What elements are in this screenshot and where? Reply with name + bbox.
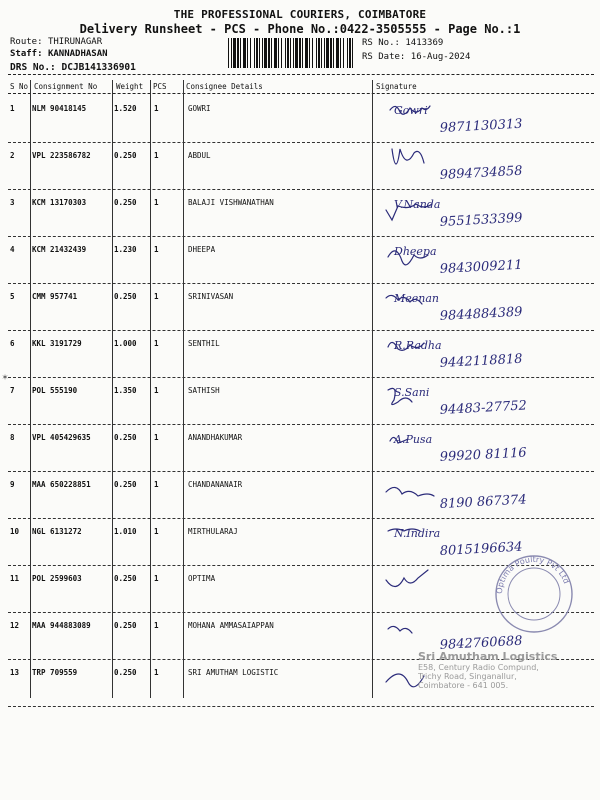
row-weight: 0.250 [114,480,137,489]
signature-phone: 9844884389 [439,304,523,324]
signature-phone: 9442118818 [439,351,523,371]
row-pcs: 1 [154,198,159,207]
row-consignee: MIRTHULARAJ [188,527,238,536]
optima-stamp-text: Optima Poultry Pvt Ltd [494,554,572,595]
table-row [8,190,594,237]
row-consignee: SENTHIL [188,339,220,348]
signature-name: S.Sani [394,386,430,399]
signature-name: R.Radha [394,339,442,352]
signature-name: Gowri [394,104,428,117]
row-consignee: ABDUL [188,151,211,160]
row-consignee: CHANDANANAIR [188,480,243,489]
row-pcs: 1 [154,668,159,677]
row-weight: 0.250 [114,621,137,630]
amutham-stamp-line1: E58, Century Radio Compund, [418,663,539,672]
signature-phone: 9894734858 [439,163,523,183]
rs-date-line [362,52,470,62]
column-divider [8,93,594,94]
runsheet-title: Delivery Runsheet - PCS - Phone No.:0422-3505555 - Page No.:1 [79,22,521,36]
signature-stroke [386,570,428,587]
row-weight: 1.230 [114,245,137,254]
row-consignee: OPTIMA [188,574,216,583]
row-pcs: 1 [154,339,159,348]
row-weight: 0.250 [114,151,137,160]
row-pcs: 1 [154,433,159,442]
table-row [8,143,594,190]
signature [380,286,590,328]
row-pcs: 1 [154,104,159,113]
signature-phone: 8190 867374 [439,492,527,512]
signature-stroke [392,149,424,164]
signature [380,145,590,187]
route-value: THIRUNAGAR [47,37,103,47]
row-consignment-no: CMM 957741 [32,292,78,301]
signature-name: N.Indira [394,527,441,540]
table-row [8,284,594,331]
row-consignment-no: MAA 650228851 [32,480,91,489]
row-pcs: 1 [154,386,159,395]
amutham-stamp-line3: Coimbatore - 641 005. [418,681,509,690]
row-consignee: SATHISH [188,386,220,395]
table-row [8,237,594,284]
amutham-stamp-line2: Trichy Road, Singanallur, [418,672,517,681]
staff-value: KANNADHASAN [47,49,108,59]
row-consignee: MOHANA AMMASAIAPPAN [188,621,274,630]
signature-phone: 94483-27752 [439,398,528,418]
signature [380,333,590,375]
row-consignee: BALAJI VISHWANATHAN [188,198,274,207]
table-row [8,96,594,143]
row-pcs: 1 [154,574,159,583]
row-consignment-no: KCM 13170303 [32,198,87,207]
row-consignment-no: NGL 6131272 [32,527,82,536]
row-pcs: 1 [154,621,159,630]
row-weight: 1.350 [114,386,137,395]
row-sno: 10 [10,527,20,536]
row-weight: 0.250 [114,433,137,442]
route-line [10,37,102,47]
signature-phone: 9843009211 [439,257,523,277]
signature-stroke [388,626,412,633]
row-consignment-no: VPL 405429635 [32,433,91,442]
row-consignee: ANANDHAKUMAR [188,433,243,442]
signature [380,474,590,516]
rs-date-label: RS Date: [362,52,406,62]
row-weight: 1.000 [114,339,137,348]
row-consignment-no: VPL 223586782 [32,151,91,160]
row-consignment-no: MAA 944883089 [32,621,91,630]
col-consignee: Consignee Details [186,82,263,91]
table-row [8,472,594,519]
col-sno: S No [10,82,29,91]
signature-name: Dheepa [394,245,437,258]
rs-date-value: 16-Aug-2024 [410,52,471,62]
row-consignment-no: POL 2599603 [32,574,82,583]
row-sno: 2 [10,151,15,160]
row-sno: 5 [10,292,15,301]
signature [380,192,590,234]
row-consignment-no: NLM 90418145 [32,104,87,113]
row-sno: 1 [10,104,15,113]
row-weight: 0.250 [114,292,137,301]
drs-label: DRS No.: [10,62,56,73]
signature [380,98,590,140]
barcode [228,38,354,68]
optima-stamp [492,552,576,636]
table-row [8,425,594,472]
row-sno: 11 [10,574,20,583]
col-weight: Weight [116,82,144,91]
row-sno: 4 [10,245,15,254]
table-row [8,331,594,378]
row-pcs: 1 [154,151,159,160]
col-signature: Signature [376,82,417,91]
scan-mark-icon: ✶ [2,372,9,383]
signature-phone: 9871130313 [439,116,523,136]
row-weight: 1.010 [114,527,137,536]
signature-phone: 8015196634 [439,539,523,559]
signature-phone: 99920 81116 [439,445,527,465]
row-weight: 0.250 [114,668,137,677]
signature [380,239,590,281]
row-consignee: SRINIVASAN [188,292,234,301]
signature [380,380,590,422]
row-pcs: 1 [154,527,159,536]
staff-label: Staff: [10,49,43,59]
row-sno: 12 [10,621,20,630]
row-consignment-no: TRP 709559 [32,668,78,677]
signature [380,427,590,469]
staff-line [10,49,108,59]
route-label: Route: [10,37,43,47]
signature-name: A.Pusa [394,433,433,446]
row-consignment-no: POL 555190 [32,386,78,395]
row-weight: 0.250 [114,574,137,583]
amutham-stamp [418,650,588,708]
rs-no-line [362,38,443,48]
row-weight: 1.520 [114,104,137,113]
row-sno: 13 [10,668,20,677]
table-row [8,378,594,425]
drs-line [10,62,136,73]
signature-phone: 9551533399 [439,210,523,230]
signature-phone: 9842760688 [439,633,523,653]
row-pcs: 1 [154,480,159,489]
row-pcs: 1 [154,245,159,254]
row-pcs: 1 [154,292,159,301]
signature-stroke [386,487,434,496]
row-sno: 6 [10,339,15,348]
drs-value: DCJB141336901 [61,62,136,73]
signature-name: Meenan [394,292,440,305]
row-consignment-no: KCM 21432439 [32,245,87,254]
col-pcs: PCS [153,82,167,91]
row-consignee: DHEEPA [188,245,216,254]
row-consignee: SRI AMUTHAM LOGISTIC [188,668,279,677]
signature-name: V.Nanda [394,198,441,211]
row-sno: 3 [10,198,15,207]
rs-no-value: 1413369 [405,38,444,48]
amutham-stamp-title: Sri Amutham Logistics [418,650,558,663]
row-weight: 0.250 [114,198,137,207]
col-consignment: Consignment No [34,82,98,91]
rs-no-label: RS No.: [362,38,400,48]
row-consignee: GOWRI [188,104,211,113]
row-sno: 9 [10,480,15,489]
row-consignment-no: KKL 3191729 [32,339,82,348]
row-sno: 8 [10,433,15,442]
header-divider [8,74,594,75]
company-title: THE PROFESSIONAL COURIERS, COIMBATORE [173,8,427,21]
row-sno: 7 [10,386,15,395]
